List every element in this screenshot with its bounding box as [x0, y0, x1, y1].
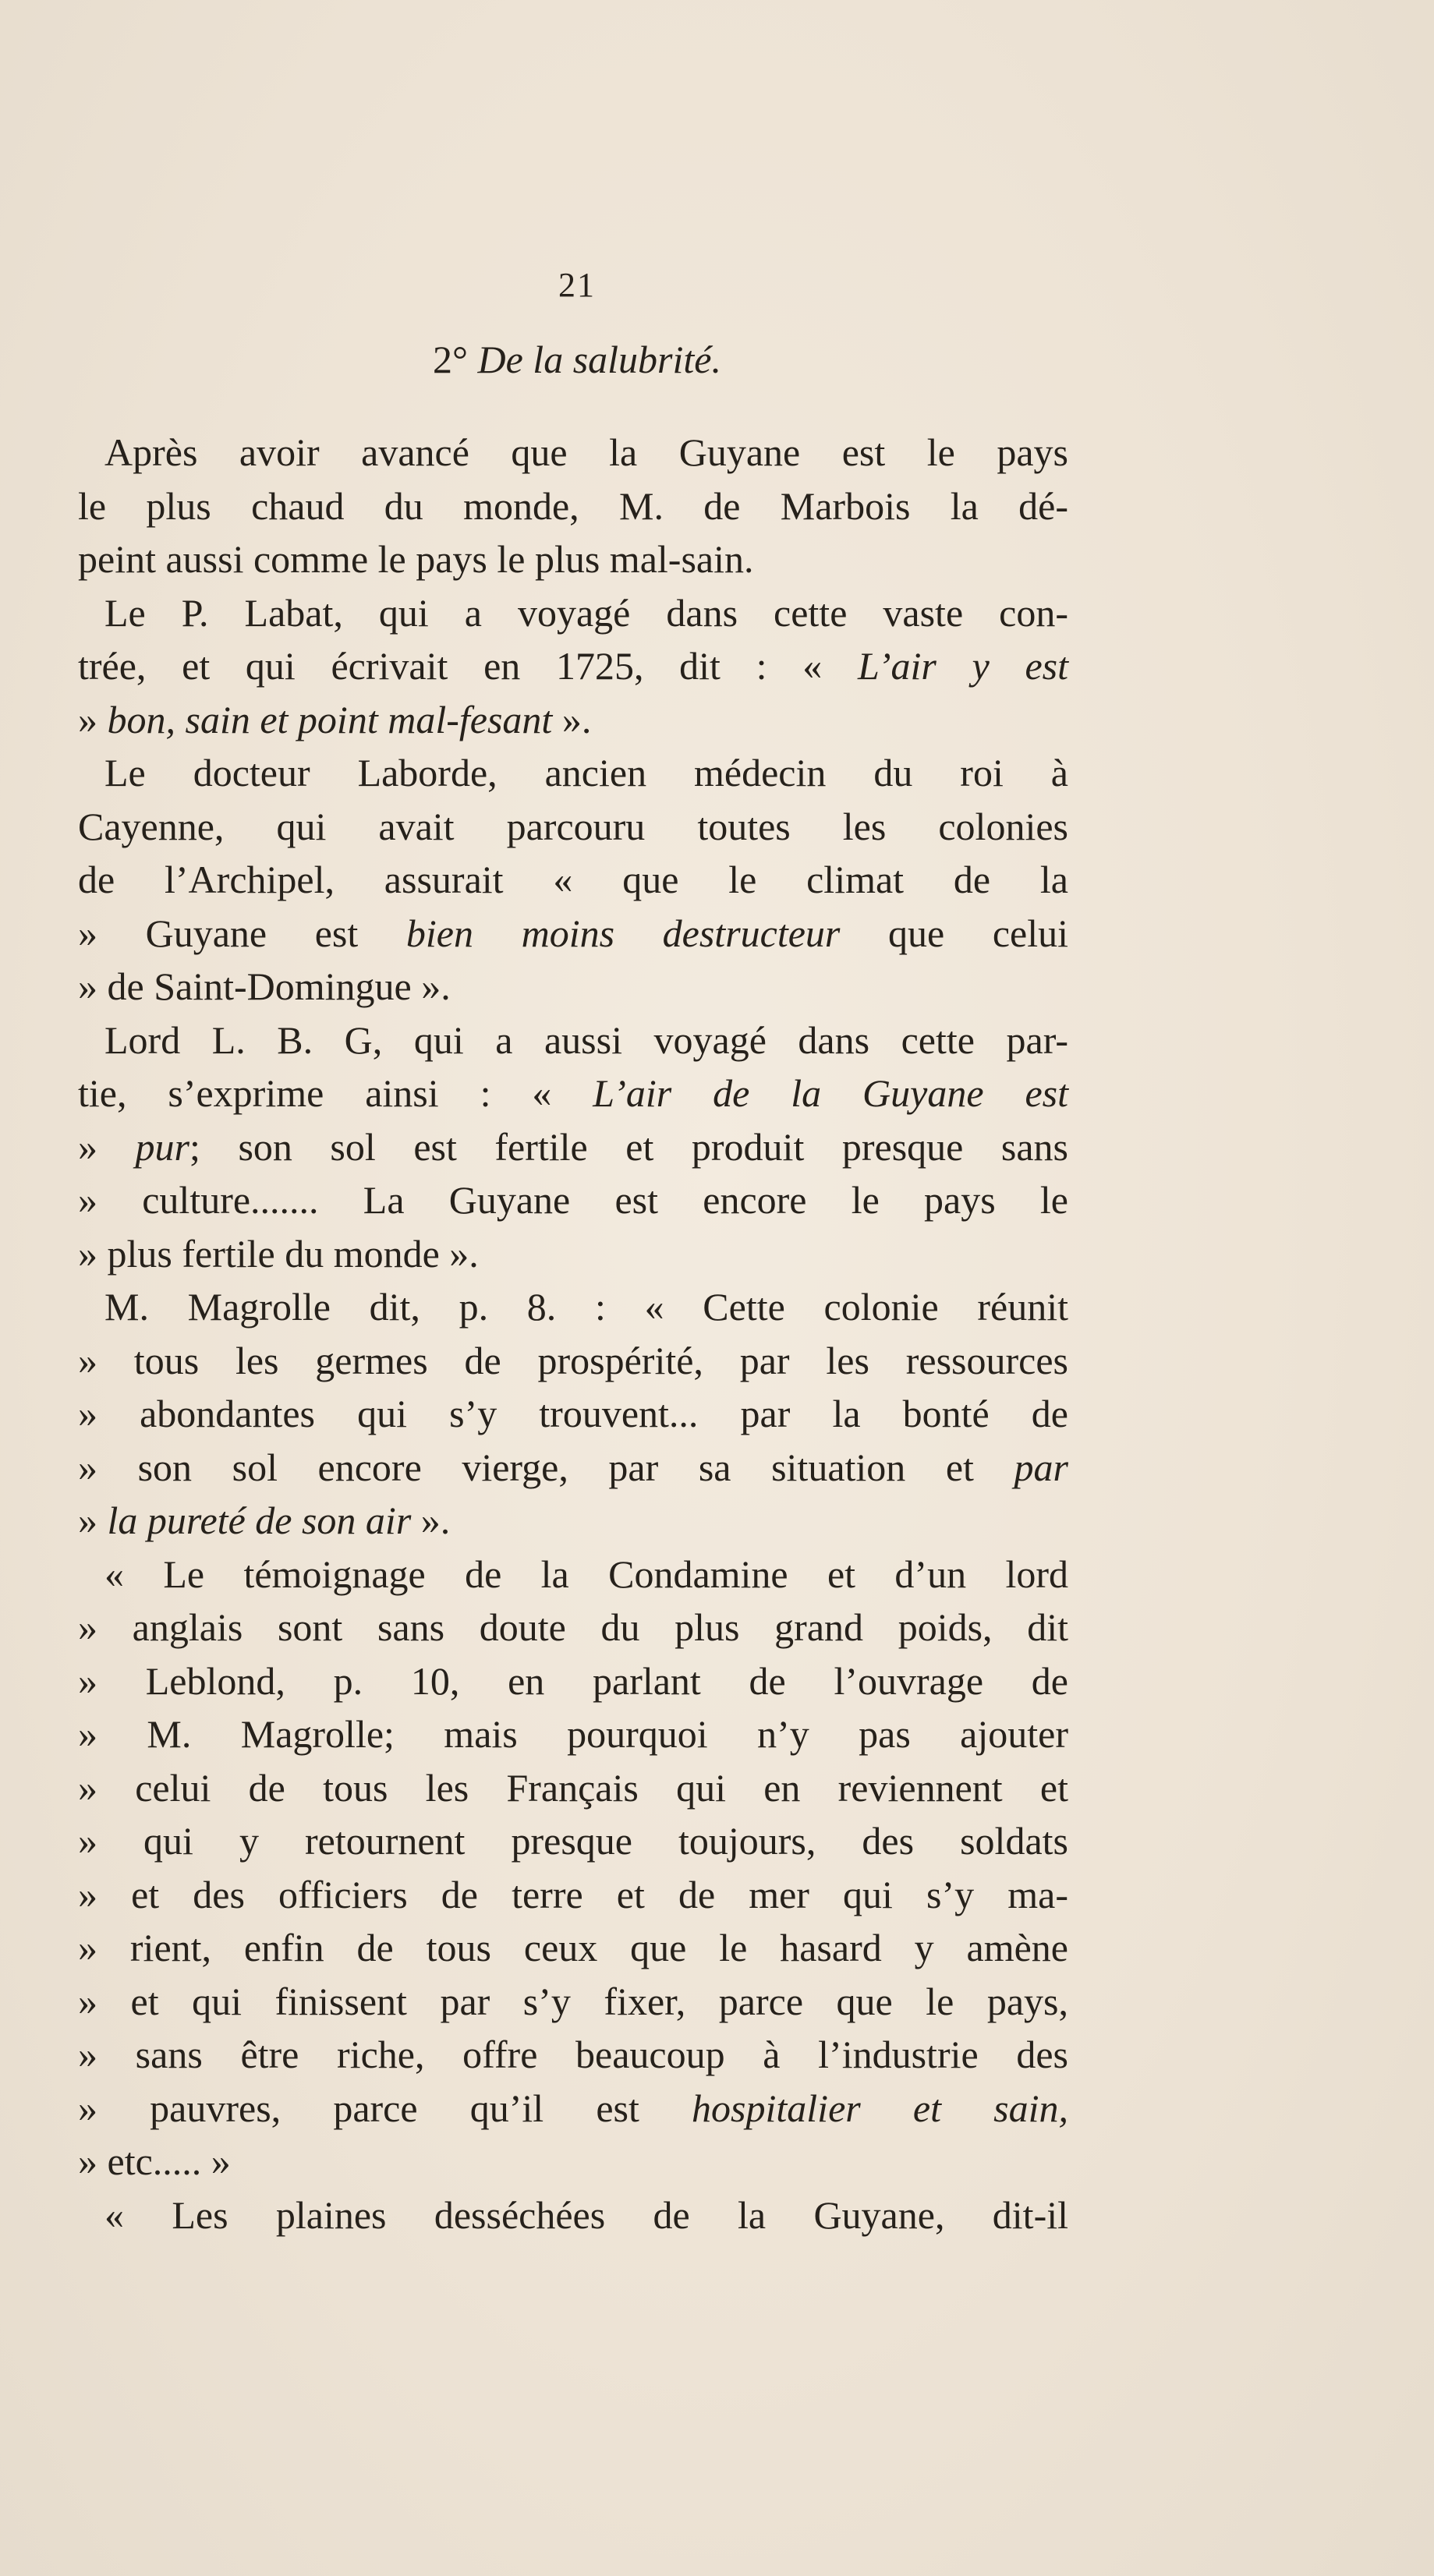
text-line	[78, 1441, 1068, 1495]
text-line	[78, 1761, 1068, 1815]
text-line	[78, 853, 1068, 907]
text-segment: » et des officiers de terre et de mer qui s’y ma-	[78, 1872, 1068, 1916]
italic-text: L’air de la Guyane est	[593, 1071, 1068, 1115]
text-line	[78, 1601, 1068, 1654]
text-line	[78, 2082, 1068, 2135]
italic-text: pur	[135, 1124, 190, 1169]
text-line	[78, 1548, 1068, 1601]
text-segment: ».	[552, 697, 592, 741]
text-segment: » etc..... »	[78, 2139, 231, 2183]
text-segment: » abondantes qui s’y trouvent... par la bonté de	[78, 1392, 1068, 1435]
text-segment: » Leblond, p. 10, en parlant de l’ouvrage de	[78, 1658, 1068, 1703]
text-line	[78, 1975, 1068, 2029]
text-segment: »	[78, 1499, 108, 1542]
text-line	[78, 1173, 1068, 1227]
text-segment: »	[78, 697, 108, 741]
text-segment: tie, s’exprime ainsi : «	[78, 1071, 593, 1115]
text-segment: » tous les germes de prospérité, par les ressources	[78, 1338, 1068, 1382]
page-number: 21	[558, 266, 596, 304]
text-segment: Cayenne, qui avait parcouru toutes les colonies	[78, 804, 1068, 848]
text-line	[78, 1814, 1068, 1868]
text-line	[78, 1387, 1068, 1441]
text-line	[78, 693, 1068, 747]
text-line	[78, 1227, 1068, 1281]
text-line	[78, 1067, 1068, 1120]
text-segment: Après avoir avancé que la Guyane est le pays	[104, 430, 1068, 474]
section-title: De la salubrité.	[477, 338, 721, 381]
text-segment: » culture....... La Guyane est encore le pays le	[78, 1178, 1068, 1222]
text-segment: »	[78, 1124, 136, 1169]
text-segment: » plus fertile du monde ».	[78, 1231, 479, 1276]
italic-text: bon, sain et point mal-fesant	[107, 697, 553, 741]
text-line	[78, 960, 1068, 1014]
text-line	[78, 479, 1068, 533]
text-segment: que celui	[840, 911, 1068, 955]
text-segment: » M. Magrolle; mais pourquoi n’y pas ajouter	[78, 1712, 1068, 1756]
text-line	[78, 1654, 1068, 1708]
text-segment: M. Magrolle dit, p. 8. : « Cette colonie réunit	[104, 1285, 1068, 1329]
text-line	[78, 586, 1068, 640]
text-segment: » anglais sont sans doute du plus grand poids, dit	[78, 1605, 1068, 1649]
text-line	[78, 1014, 1068, 1067]
text-line	[78, 800, 1068, 854]
text-line	[78, 1494, 1068, 1548]
text-segment: » son sol encore vierge, par sa situation et	[78, 1445, 1014, 1489]
text-segment: trée, et qui écrivait en 1725, dit : «	[78, 644, 858, 688]
text-segment: » sans être riche, offre beaucoup à l’industrie des	[78, 2033, 1068, 2076]
text-line	[78, 1707, 1068, 1761]
text-segment: » pauvres, parce qu’il est	[78, 2086, 692, 2130]
text-segment: Le docteur Laborde, ancien médecin du roi à	[104, 751, 1068, 794]
italic-text: L’air y est	[857, 644, 1069, 688]
text-line	[78, 2028, 1068, 2082]
text-segment: Le P. Labat, qui a voyagé dans cette vaste con-	[104, 590, 1068, 635]
text-line	[78, 2135, 1068, 2189]
italic-text: bien moins destructeur	[405, 911, 841, 955]
text-segment: le plus chaud du monde, M. de Marbois la dé-	[78, 483, 1068, 528]
text-line	[78, 2189, 1068, 2242]
italic-text: la pureté de son air	[107, 1499, 412, 1542]
text-segment: ; son sol est fertile et produit presque sans	[189, 1124, 1069, 1169]
section-heading	[0, 337, 1154, 382]
text-line	[78, 907, 1068, 961]
text-line	[78, 1921, 1068, 1975]
text-segment: » de Saint-Domingue ».	[78, 964, 451, 1008]
italic-text: par	[1014, 1445, 1068, 1489]
text-segment: ».	[411, 1499, 451, 1542]
text-line	[78, 533, 1068, 586]
text-segment: » rient, enfin de tous ceux que le hasard y amène	[78, 1926, 1068, 1969]
text-line	[78, 426, 1068, 479]
text-line	[78, 746, 1068, 800]
text-segment: » Guyane est	[78, 911, 406, 955]
text-line	[78, 1868, 1068, 1922]
text-segment: » et qui finissent par s’y fixer, parce que le pays,	[78, 1979, 1068, 2023]
text-segment: peint aussi comme le pays le plus mal-sain.	[78, 537, 754, 581]
text-line	[78, 1334, 1068, 1388]
body-text	[78, 426, 1068, 2242]
text-segment: « Les plaines desséchées de la Guyane, dit-il	[104, 2192, 1068, 2237]
text-line	[78, 1280, 1068, 1334]
text-segment: « Le témoignage de la Condamine et d’un lord	[104, 1552, 1068, 1596]
text-segment: » qui y retournent presque toujours, des soldats	[78, 1819, 1068, 1863]
text-line	[78, 639, 1068, 693]
italic-text: hospitalier et sain,	[692, 2086, 1068, 2130]
text-line	[78, 1120, 1068, 1174]
text-segment: de l’Archipel, assurait « que le climat de la	[78, 858, 1068, 901]
section-number: 2°	[433, 338, 468, 381]
text-segment: » celui de tous les Français qui en reviennent et	[78, 1765, 1068, 1810]
text-segment: Lord L. B. G, qui a aussi voyagé dans cette par-	[104, 1017, 1068, 1062]
